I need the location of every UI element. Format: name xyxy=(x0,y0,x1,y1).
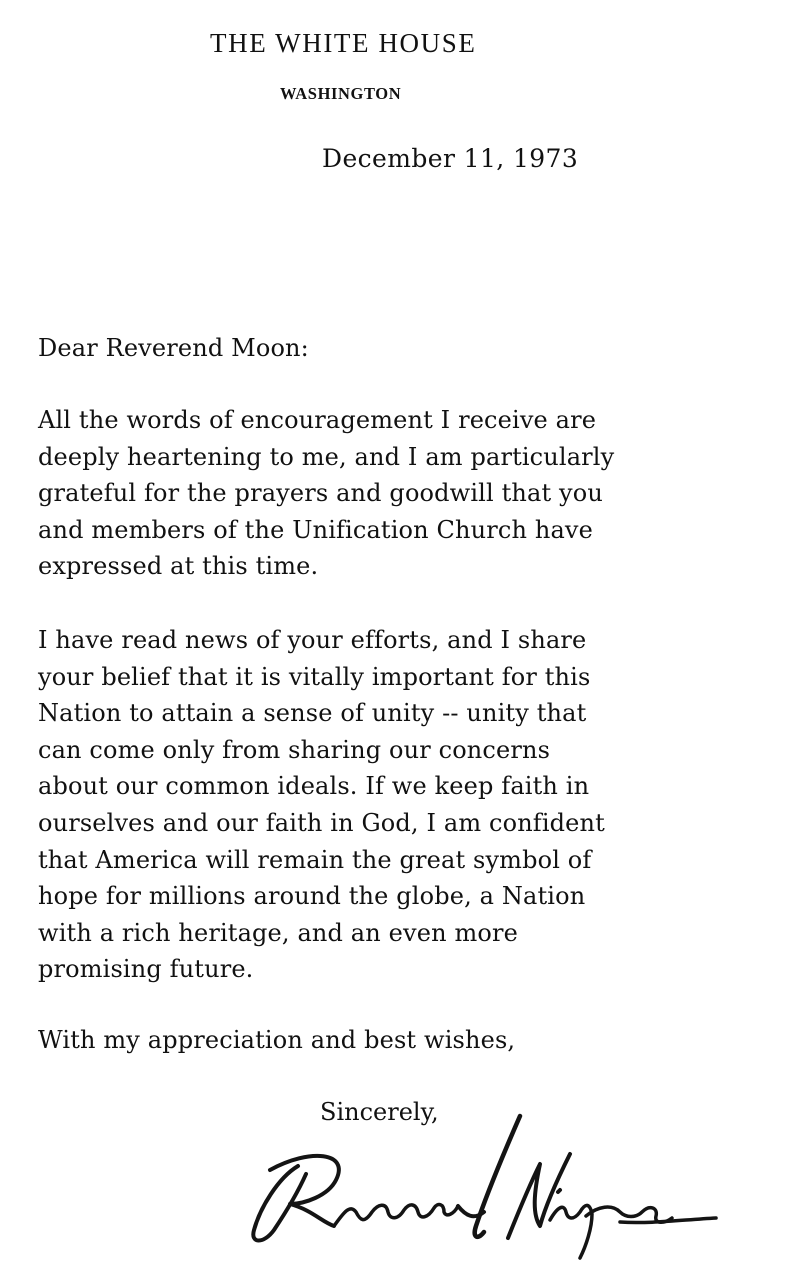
salutation-line: Dear Reverend Moon: xyxy=(38,334,309,362)
paragraph-line: Nation to attain a sense of unity -- unity that xyxy=(38,699,587,728)
paragraph-line: about our common ideals. If we keep faith in xyxy=(38,772,590,801)
letter-date: December 11, 1973 xyxy=(322,144,579,173)
signature-icon xyxy=(240,1108,730,1268)
letterhead-title: THE WHITE HOUSE xyxy=(210,28,477,58)
signoff: Sincerely, xyxy=(320,1098,439,1126)
paragraph-line: expressed at this time. xyxy=(38,552,319,581)
closing-line: With my appreciation and best wishes, xyxy=(38,1026,516,1054)
paragraph-line: that America will remain the great symbol of xyxy=(38,845,592,874)
paragraph-line: ourselves and our faith in God, I am confident xyxy=(38,808,605,837)
paragraph-line: I have read news of your efforts, and I share xyxy=(38,626,587,654)
paragraph-line: can come only from sharing our concerns xyxy=(38,735,551,764)
paragraph-line: promising future. xyxy=(38,955,254,984)
paragraph-line: grateful for the prayers and goodwill that you xyxy=(38,479,603,508)
paragraph-line: and members of the Unification Church have xyxy=(38,515,593,544)
closing xyxy=(38,1022,808,1059)
paragraph-line: hope for millions around the globe, a Nation xyxy=(38,882,586,911)
letterhead-city: WASHINGTON xyxy=(280,84,402,103)
paragraph-1 xyxy=(38,402,808,585)
paragraph-2 xyxy=(38,622,808,988)
salutation xyxy=(38,330,808,367)
paragraph-line: deeply heartening to me, and I am particularly xyxy=(38,442,615,471)
paragraph-line: your belief that it is vitally important for this xyxy=(38,662,591,691)
paragraph-line: All the words of encouragement I receive are xyxy=(38,406,597,434)
paragraph-line: with a rich heritage, and an even more xyxy=(38,918,518,947)
